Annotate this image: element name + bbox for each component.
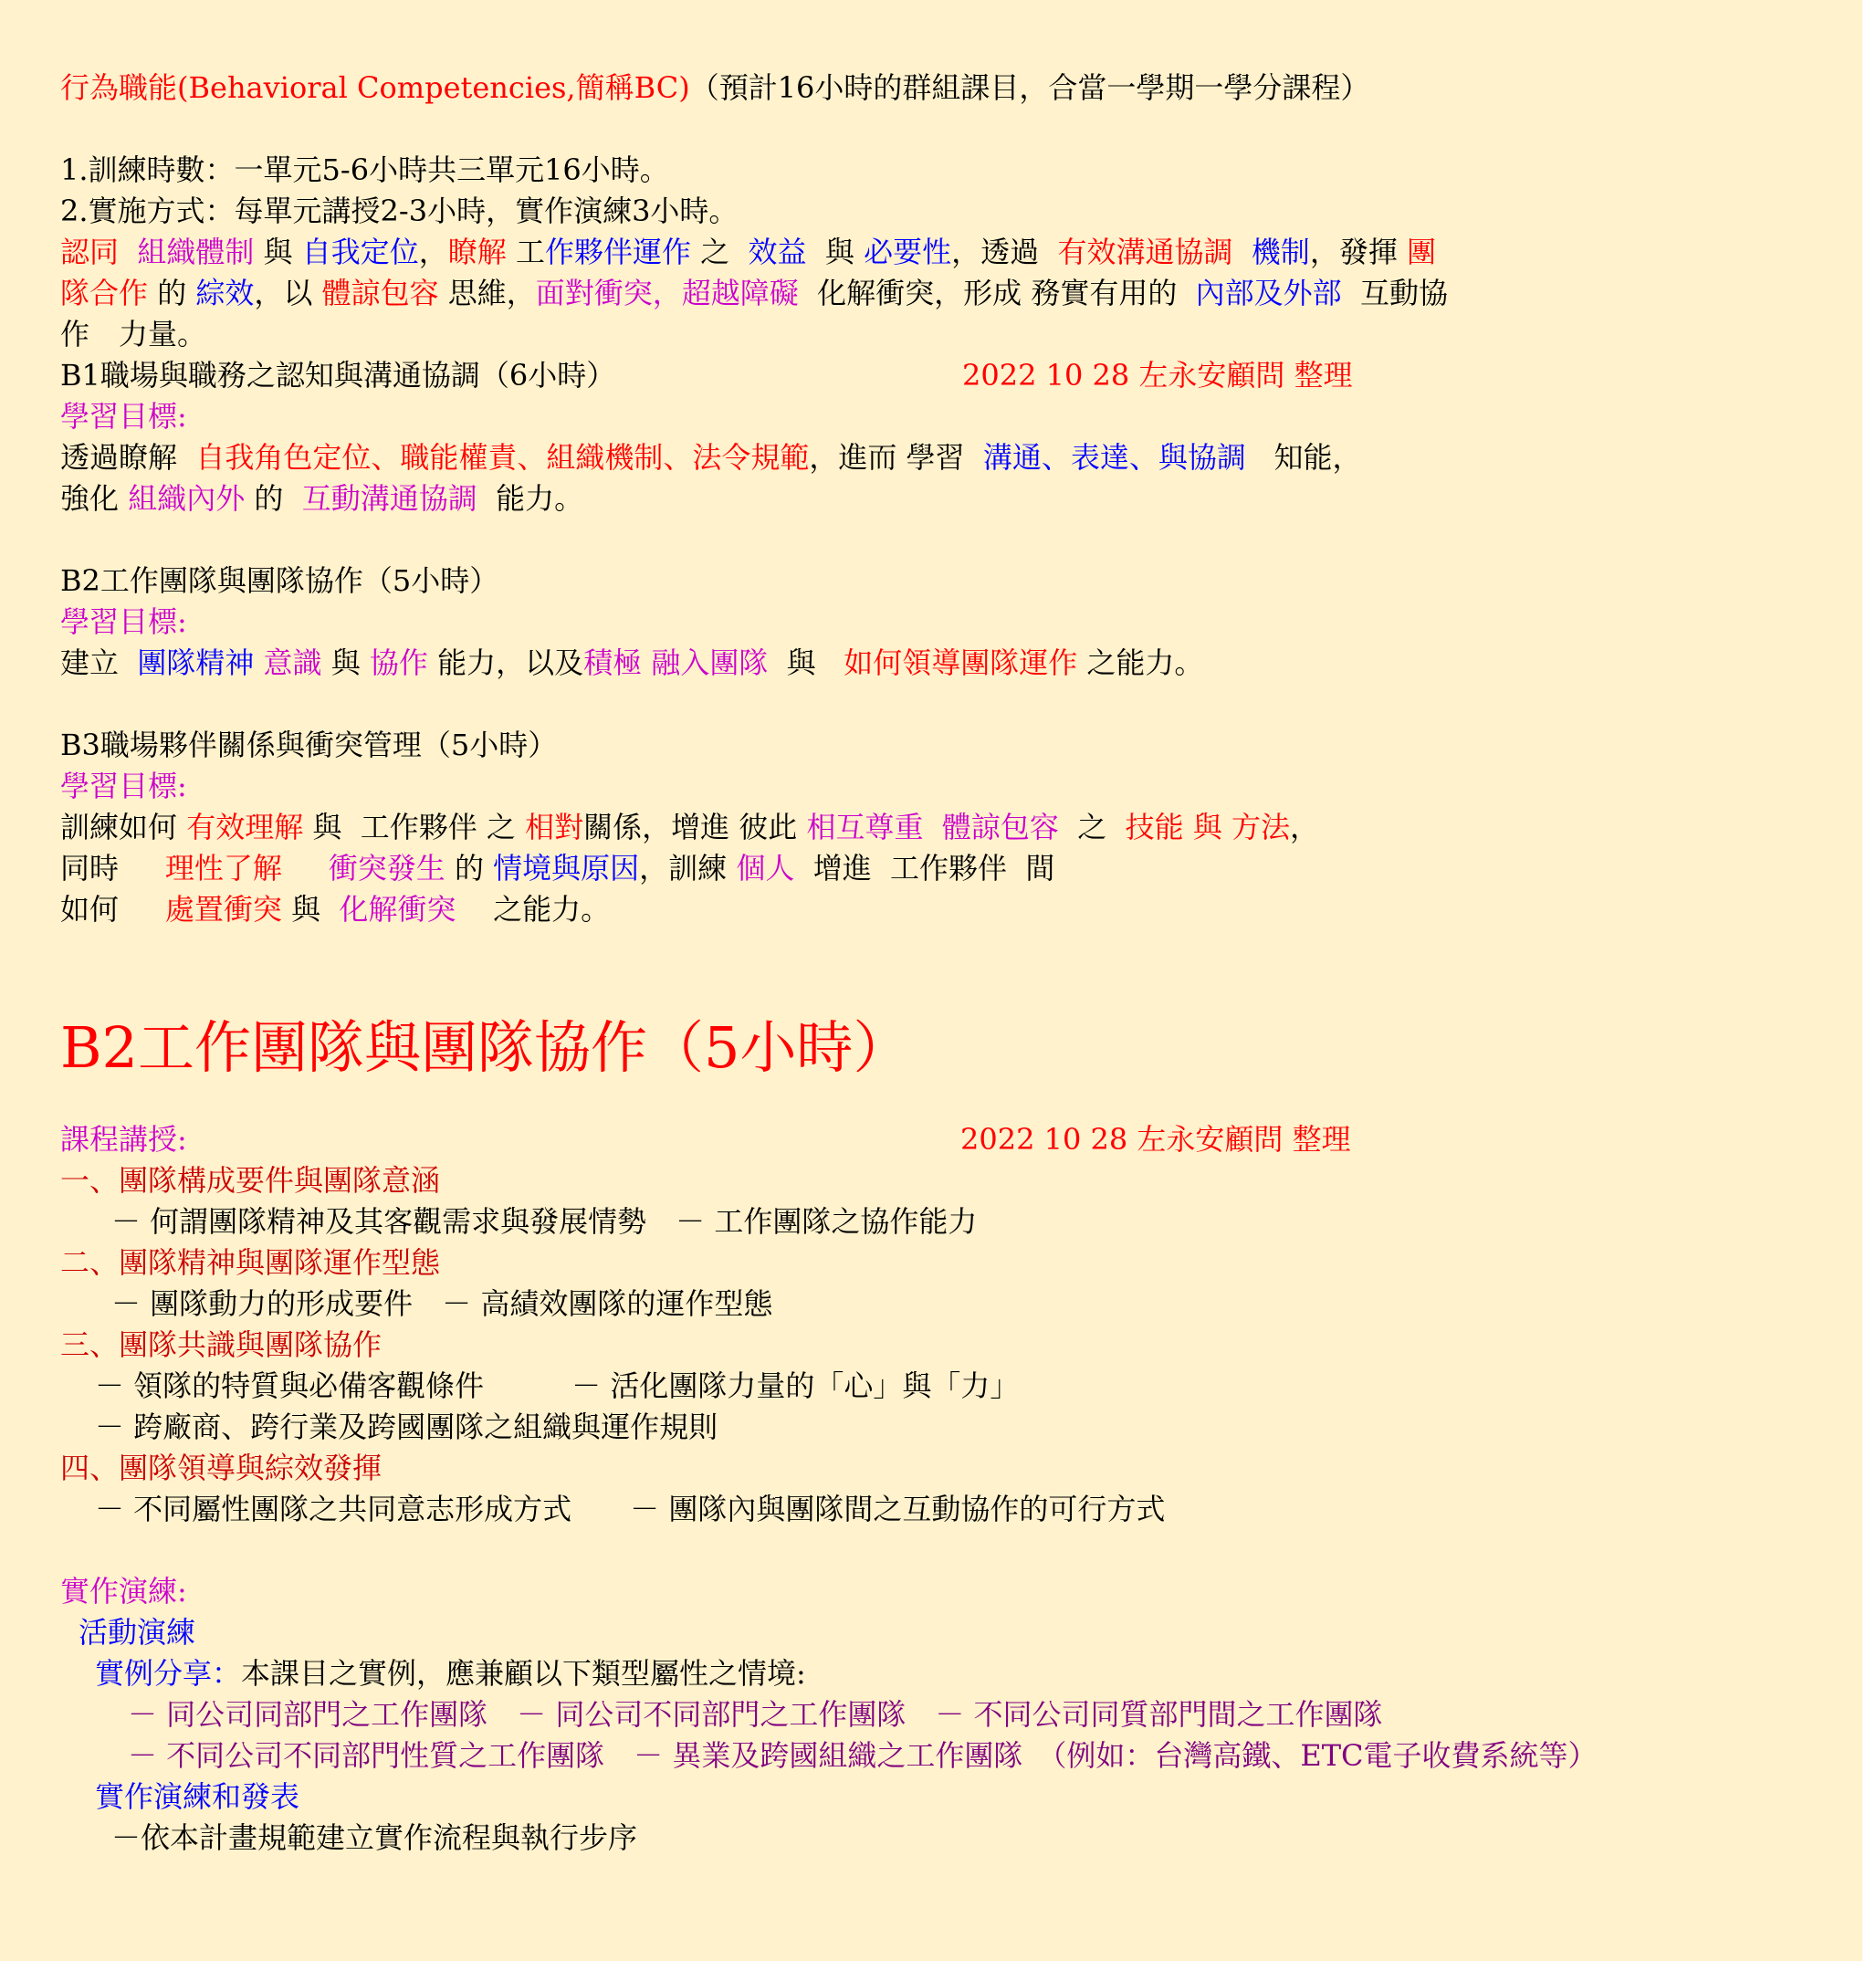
case-list-1: － 同公司同部門之工作團隊 － 同公司不同部門之工作團隊 － 不同公司同質部門間之工作團隊 (128, 1697, 1383, 1732)
text-segment: ，以 (254, 276, 313, 310)
b2-goal-label: 學習目標: (60, 604, 187, 639)
text-segment: 有效理解 (186, 810, 304, 844)
text-segment: 理性了解 (164, 851, 282, 886)
text-segment: 溝通、表達、與協調 (982, 440, 1246, 475)
text-segment: 技能 (1125, 810, 1184, 844)
text-segment: 之 (700, 235, 730, 269)
text-segment: 自我角色定位、職能權責、組織機制、法令規範 (195, 440, 810, 475)
section-4-items: － 不同屬性團隊之共同意志形成方式 － 團隊內與團隊間之互動協作的可行方式 (95, 1492, 1166, 1526)
case-share-text: 本課目之實例，應兼顧以下類型屬性之情境: (241, 1656, 806, 1691)
text-segment: 衝突發生 (328, 851, 445, 886)
text-segment: 之 (1077, 810, 1107, 844)
intro-paragraph-line-2 (60, 273, 1448, 314)
text-segment: 訓練如何 (60, 810, 178, 844)
presentation-text: －依本計畫規範建立實作流程與執行步序 (111, 1820, 638, 1855)
section-1-heading: 一、團隊構成要件與團隊意涵 (60, 1163, 441, 1198)
presentation-label: 實作演練和發表 (95, 1779, 300, 1814)
text-segment: ，發揮 (1309, 235, 1398, 269)
text-segment: 的 (157, 276, 187, 310)
b2-goal-line-1 (60, 643, 1203, 684)
b2-title: B2工作團隊與團隊協作（5小時） (60, 563, 499, 598)
b3-goal-line-3 (60, 889, 610, 930)
text-segment: 與 (1192, 810, 1222, 844)
text-segment: 思維， (447, 276, 536, 310)
text-segment: 與 (824, 235, 854, 269)
text-segment: 相對 (525, 810, 584, 844)
text-segment: 團 (1407, 235, 1437, 269)
text-segment: ，透過 (951, 235, 1040, 269)
course-heading: B2工作團隊與團隊協作（5小時） (60, 1014, 910, 1081)
lecture-label: 課程講授: (60, 1122, 187, 1157)
text-segment: ， (418, 235, 448, 269)
text-segment: 能力。 (496, 481, 584, 516)
text-segment: 與 (291, 892, 321, 927)
text-segment: ，進而 學習 (809, 440, 965, 475)
text-segment: 組織內外 (128, 481, 246, 516)
text-segment: 組織體制 (137, 235, 255, 269)
section-1-items: － 何謂團隊精神及其客觀需求與發展情勢 － 工作團隊之協作能力 (111, 1204, 978, 1239)
text-segment: 如何領導團隊運作 (844, 645, 1078, 680)
text-segment: 建立 (60, 645, 120, 680)
intro-paragraph-line-1 (60, 232, 1436, 273)
intro-item-2: 2.實施方式：每單元講授2-3小時，實作演練3小時。 (60, 194, 739, 228)
intro-title-line (60, 68, 1369, 109)
text-segment: 與 (312, 810, 342, 844)
text-segment: 情境與原因 (493, 851, 640, 886)
section-2-items: － 團隊動力的形成要件 － 高績效團隊的運作型態 (111, 1286, 773, 1321)
text-segment: 相互尊重 (806, 810, 924, 844)
text-segment: 透過瞭解 (60, 440, 178, 475)
text-segment: 之 (486, 810, 516, 844)
text-segment: 必要性 (864, 235, 952, 269)
text-segment: 融入團隊 (651, 645, 769, 680)
text-segment: 如何 (60, 892, 120, 927)
section-3-items-1: － 領隊的特質與必備客觀條件 － 活化團隊力量的「心」與「力」 (95, 1368, 1020, 1403)
text-segment: 方法 (1231, 810, 1290, 844)
case-share-label: 實例分享： (95, 1656, 242, 1691)
b1-goal-line-1 (60, 437, 1361, 478)
text-segment: 之能力。 (493, 892, 611, 927)
activity-label: 活動演練 (79, 1615, 196, 1650)
text-segment: 的 (454, 851, 484, 886)
text-segment: 能力，以及 (437, 645, 584, 680)
text-segment: 綜效 (195, 276, 255, 310)
case-list-2: － 不同公司不同部門性質之工作團隊 － 異業及跨國組織之工作團隊 （例如：台灣高鐵、ETC電子收費系統等） (128, 1738, 1598, 1773)
text-segment: 增進 (812, 851, 872, 886)
intro-title: 行為職能(Behavioral Competencies,簡稱BC) (60, 70, 690, 105)
section-3-heading: 三、團隊共識與團隊協作 (60, 1327, 383, 1362)
text-segment: 與 (786, 645, 816, 680)
text-segment: 同時 (60, 851, 120, 886)
text-segment: 意識 (263, 645, 322, 680)
b3-goal-line-1 (60, 807, 1319, 848)
b3-goal-line-2 (60, 848, 1054, 889)
text-segment: 團隊精神 (137, 645, 255, 680)
text-segment: ，訓練 (639, 851, 728, 886)
text-segment: 機制 (1251, 235, 1310, 269)
b1-credit: 2022 10 28 左永安顧問 整理 (962, 358, 1353, 393)
text-segment: 瞭解 (447, 235, 507, 269)
text-segment: 的 (254, 481, 284, 516)
text-segment: 工作夥伴 (890, 851, 1008, 886)
section-2-heading: 二、團隊精神與團隊運作型態 (60, 1245, 441, 1280)
text-segment: 互動溝通協調 (301, 481, 477, 516)
text-segment: 工 (515, 235, 545, 269)
text-segment: 處置衝突 (164, 892, 282, 927)
text-segment: 內部及外部 (1195, 276, 1342, 310)
text-segment: 作夥伴運作 (544, 235, 691, 269)
text-segment: 有效溝通協調 (1057, 235, 1233, 269)
intro-paragraph-line-3: 作 力量。 (60, 317, 207, 351)
case-share-line (95, 1653, 806, 1694)
text-segment: 化解衝突，形成 務實有用的 (817, 276, 1178, 310)
text-segment: 體諒包容 (321, 276, 439, 310)
text-segment: 關係，增進 彼此 (583, 810, 798, 844)
text-segment: 間 (1025, 851, 1055, 886)
practice-label: 實作演練: (60, 1574, 187, 1609)
text-segment: 工作夥伴 (360, 810, 477, 844)
b3-title: B3職場夥伴關係與衝突管理（5小時） (60, 728, 558, 762)
text-segment: 體諒包容 (941, 810, 1059, 844)
text-segment: 積極 (583, 645, 643, 680)
text-segment: 面對衝突，超越障礙 (535, 276, 799, 310)
b1-goal-line-2 (60, 478, 583, 519)
section-4-heading: 四、團隊領導與綜效發揮 (60, 1451, 383, 1485)
b3-goal-label: 學習目標: (60, 769, 187, 803)
b1-goal-label: 學習目標: (60, 399, 187, 434)
intro-title-note: （預計16小時的群組課目，合當一學期一學分課程） (689, 70, 1370, 105)
text-segment: 個人 (736, 851, 795, 886)
text-segment: 化解衝突 (339, 892, 456, 927)
text-segment: 協作 (369, 645, 428, 680)
course-credit: 2022 10 28 左永安顧問 整理 (960, 1122, 1351, 1157)
b1-title: B1職場與職務之認知與溝通協調（6小時） (60, 358, 616, 393)
section-3-items-2: － 跨廠商、跨行業及跨國團隊之組織與運作規則 (95, 1410, 718, 1444)
text-segment: 與 (330, 645, 361, 680)
text-segment: 與 (263, 235, 293, 269)
text-segment: 隊合作 (60, 276, 149, 310)
text-segment: 效益 (748, 235, 807, 269)
text-segment: 知能， (1273, 440, 1362, 475)
intro-item-1: 1.訓練時數：一單元5-6小時共三單元16小時。 (60, 152, 669, 187)
text-segment: 自我定位 (301, 235, 419, 269)
text-segment: 互動協 (1360, 276, 1449, 310)
text-segment: 認同 (60, 235, 120, 269)
text-segment: 之能力。 (1086, 645, 1204, 680)
text-segment: ， (1289, 810, 1319, 844)
text-segment: 強化 (60, 481, 120, 516)
